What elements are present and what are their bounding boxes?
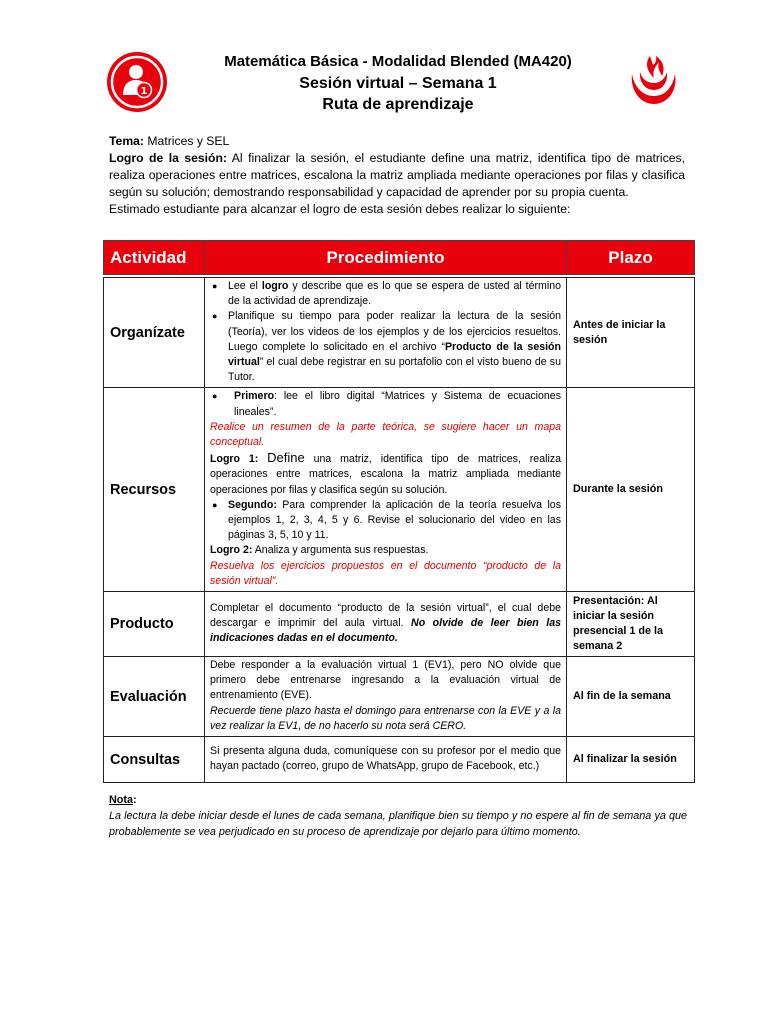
instruction-line: Estimado estudiante para alcanzar el logro de esta sesión debes realizar lo siguiente: — [109, 202, 571, 216]
intro-section — [109, 133, 685, 218]
procedure-organizate: ● Lee el logro y describe que es lo que se espera de usted al término de la actividad de aprendizaje. ● Planifique su tiempo para poder realizar la lectura de la sesión (Teoría), ver los videos de los ejemplos y de los ejercicios resueltos. Luego complete lo solicitado en el archivo “Producto de la sesión virtual” el cual debe registrar en su portafolio con el visto bueno de su Tutor. — [205, 278, 567, 388]
activity-organizate: Organízate — [104, 278, 205, 388]
session-title: Sesión virtual – Semana 1 — [299, 75, 497, 92]
activity-recursos: Recursos — [104, 388, 205, 592]
summary-hint: Realice un resumen de la parte teórica, se sugiere hacer un mapa conceptual. — [210, 420, 561, 449]
table-row — [104, 592, 695, 657]
bullet-icon: ● — [212, 391, 218, 402]
table-row — [104, 737, 695, 783]
logro-paragraph: Logro de la sesión: Al finalizar la sesión, el estudiante define una matriz, identifica tipo de matrices, realiza operaciones entre matrices, escalona la matriz ampliada mediante operaciones por filas y clasifica según su solución; demostrando responsabilidad y capacidad de aprender por su propia cuenta. — [109, 151, 685, 199]
table-header-row — [104, 241, 695, 275]
activity-producto: Producto — [104, 592, 205, 657]
activity-evaluacion: Evaluación — [104, 657, 205, 737]
table-row — [104, 657, 695, 737]
deadline-producto: Presentación: Al iniciar la sesión presencial 1 de la semana 2 — [567, 592, 695, 657]
note-section: Nota: La lectura la debe iniciar desde el lunes de cada semana, planifique bien su tiempo y no espere al fin de semana ya que probablemente se vea perjudicado en su proceso de aprendizaje por dejarlo para último momento. — [109, 794, 687, 838]
document-header — [170, 52, 626, 115]
learning-route-table — [103, 240, 695, 783]
activity-consultas: Consultas — [104, 737, 205, 783]
deadline-recursos: Durante la sesión — [567, 388, 695, 592]
tema-line: Tema: Matrices y SEL — [109, 134, 230, 148]
header-procedimiento: Procedimiento — [205, 241, 567, 275]
exercises-hint: Resuelva los ejercicios propuestos en el documento “producto de la sesión virtual”. — [210, 559, 561, 587]
student-badge-icon — [106, 51, 168, 113]
header-plazo: Plazo — [567, 241, 695, 275]
logro-2: Logro 2: Analiza y argumenta sus respuestas. — [210, 544, 429, 557]
table-row — [104, 278, 695, 388]
procedure-evaluacion: Debe responder a la evaluación virtual 1 (EV1), pero NO olvide que primero debe entrenarse ingresando a la evaluación virtual de entrenamiento (EVE). Recuerde tiene plazo hasta el domingo para entrenarse con la EVE y a la vez realizar la EV1, de no hacerlo su nota será CERO. — [205, 657, 567, 737]
logro-1: Logro 1: Define una matriz, identifica tipo de matrices, realiza operaciones entre matrices, escalona la matriz ampliada mediante operaciones por filas y clasifica según su solución. — [210, 450, 561, 496]
note-title: Nota — [109, 794, 133, 806]
table-row — [104, 388, 695, 592]
deadline-evaluacion: Al fin de la semana — [567, 657, 695, 737]
deadline-consultas: Al finalizar la sesión — [567, 737, 695, 783]
page-subtitle: Ruta de aprendizaje — [322, 96, 474, 113]
course-title: Matemática Básica - Modalidad Blended (MA420) — [224, 53, 572, 70]
badge-number: 1 — [140, 86, 148, 97]
procedure-recursos: ● Primero: lee el libro digital “Matrices y Sistema de ecuaciones lineales”. Realice un resumen de la parte teórica, se sugiere hacer un mapa conceptual. Logro 1: Define una matriz, identifica tipo de matrices, realiza operaciones entre matrices, escalona la matriz ampliada mediante operaciones por filas y clasifica según su solución. ● Segundo: Para comprender la aplicación de la teoría resuelva los ejemplos 1, 2, 3, 4, 5 y 6. Revise el solucionario del video en las páginas 3, 5, 10 y 11. Logro 2: Analiza y argumenta sus respuestas. Resuelva los ejercicios propuestos en el documento “producto de la sesión virtual”. — [205, 388, 567, 592]
note-body: La lectura la debe iniciar desde el lunes de cada semana, planifique bien su tiempo y no espere al fin de semana ya que probablemente se vea perjudicado en su proceso de aprendizaje por dejarlo para último momento. — [109, 810, 687, 838]
upc-logo — [626, 52, 682, 112]
deadline-organizate: Antes de iniciar la sesión — [567, 278, 695, 388]
bullet-icon: ● — [212, 281, 218, 291]
procedure-producto: Completar el documento “producto de la sesión virtual”, el cual debe descargar e imprimir del aula virtual. No olvide de leer bien las indicaciones dadas en el documento. — [205, 592, 567, 657]
bullet-icon: ● — [212, 311, 218, 322]
header-actividad: Actividad — [104, 241, 205, 275]
procedure-consultas: Si presenta alguna duda, comuníquese con su profesor por el medio que hayan pactado (correo, grupo de WhatsApp, grupo de Facebook, etc.) — [205, 737, 567, 783]
bullet-icon: ● — [212, 499, 218, 510]
